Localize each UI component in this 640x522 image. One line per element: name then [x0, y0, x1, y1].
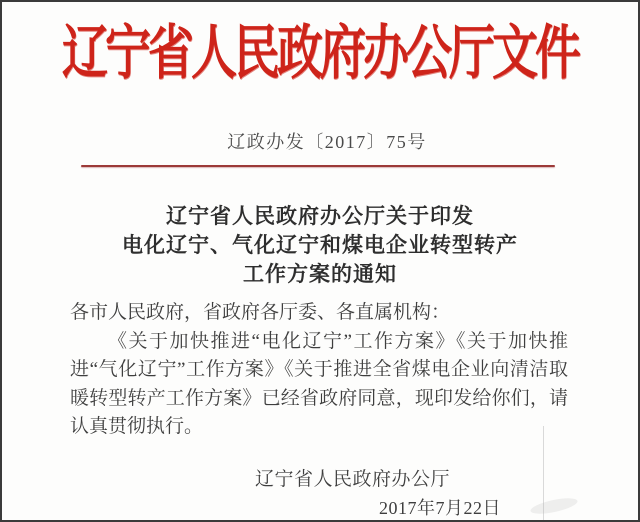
- scan-smudge-artifact: [529, 495, 578, 517]
- document-title-line-1: 辽宁省人民政府办公厅关于印发: [166, 204, 474, 228]
- red-divider-line: [81, 165, 555, 167]
- body-paragraph: 《关于加快推进“电化辽宁”工作方案》《关于加快推进“气化辽宁”工作方案》《关于推进全省煤电企业向清洁取暖转型转产工作方案》已经省政府同意，现印发给你们，请认真贯彻执行。: [70, 330, 568, 437]
- document-title-line-2: 电化辽宁、气化辽宁和煤电企业转型转产: [122, 233, 518, 257]
- issue-date: 2017年7月22日: [379, 498, 501, 518]
- document-title-line-3: 工作方案的通知: [243, 262, 397, 286]
- document-number: 辽政办发〔2017〕75号: [227, 132, 427, 152]
- issuing-authority: 辽宁省人民政府办公厅: [255, 469, 451, 490]
- document-body: [70, 299, 568, 442]
- salutation-line: 各市人民政府，省政府各厅委、各直属机构：: [70, 302, 451, 323]
- document-title: [2, 202, 638, 289]
- masthead-org-title: 辽宁省人民政府办公厅文件: [62, 20, 578, 86]
